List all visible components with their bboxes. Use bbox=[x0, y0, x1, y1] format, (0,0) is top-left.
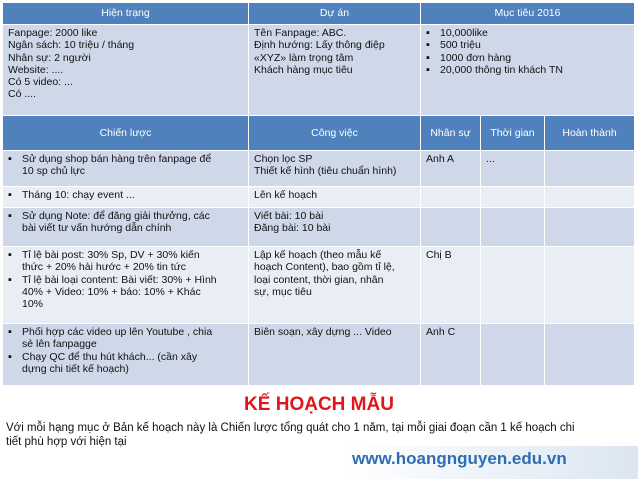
task-cell bbox=[249, 324, 421, 386]
task-line: sự, mục tiêu bbox=[254, 285, 312, 298]
staff-cell: Anh C bbox=[421, 324, 481, 386]
task-line: loại content, thời gian, nhân bbox=[254, 273, 384, 286]
strategy-cell bbox=[3, 151, 249, 187]
current-state-line: Website: .... bbox=[8, 63, 64, 76]
strategy-cell bbox=[3, 324, 249, 386]
strategy-cell bbox=[3, 208, 249, 247]
header-time: Thời gian bbox=[481, 116, 545, 151]
time-cell: ... bbox=[481, 151, 545, 187]
header-row-2 bbox=[3, 116, 635, 151]
project-cell bbox=[249, 25, 421, 116]
strategy-item bbox=[8, 153, 243, 178]
goal-item: ▪ 1000 đơn hàng bbox=[426, 52, 629, 64]
strategy-line: ▪ Tháng 10: chạy event ... bbox=[22, 189, 135, 201]
header-staff: Nhân sự bbox=[421, 116, 481, 151]
page-title: KẾ HOẠCH MẪU bbox=[244, 394, 394, 415]
table-row bbox=[3, 151, 635, 187]
goal-item: ▪ 500 triệu bbox=[426, 39, 629, 51]
strategy-line: thức + 20% hài hước + 20% tin tức bbox=[22, 261, 186, 274]
website-link[interactable]: www.hoangnguyen.edu.vn bbox=[352, 449, 567, 468]
goals-cell bbox=[421, 25, 635, 116]
task-line: Thiết kế hình (tiêu chuẩn hình) bbox=[254, 165, 397, 178]
strategy-item bbox=[8, 274, 243, 311]
project-line: Định hướng: Lấy thông điệp bbox=[254, 39, 385, 52]
note-line: Với mỗi hạng mục ở Bản kế hoạch này là Chiến lược tổng quát cho 1 năm, tại mỗi giai đoạn cần 1 kế hoạch chi bbox=[6, 422, 575, 434]
task-cell bbox=[249, 151, 421, 187]
current-state-cell bbox=[3, 25, 249, 116]
header-strategy: Chiến lược bbox=[3, 116, 249, 151]
strategy-line: sẻ lên fanpagge bbox=[22, 338, 97, 351]
goal-item: ▪ 20,000 thông tin khách TN bbox=[426, 64, 629, 76]
summary-row bbox=[3, 25, 635, 116]
header-row-1 bbox=[3, 3, 635, 25]
plan-table bbox=[2, 2, 635, 386]
task-line: Biên soạn, xây dựng ... Video bbox=[254, 326, 392, 338]
strategy-line: ▪ Sử dụng shop bán hàng trên fanpage để bbox=[22, 153, 212, 165]
header-done: Hoàn thành bbox=[545, 116, 635, 151]
strategy-cell bbox=[3, 247, 249, 324]
strategy-line: dựng chi tiết kế hoạch) bbox=[22, 362, 129, 375]
done-cell bbox=[545, 247, 635, 324]
note-text bbox=[6, 421, 632, 449]
table-row bbox=[3, 208, 635, 247]
goal-item: ▪ 10,000like bbox=[426, 27, 629, 39]
time-cell bbox=[481, 324, 545, 386]
strategy-line: ▪ Chạy QC để thu hút khách... (cần xây bbox=[22, 350, 198, 363]
task-line: Đăng bài: 10 bài bbox=[254, 222, 331, 235]
project-line: «XYZ» làm trọng tâm bbox=[254, 51, 354, 64]
strategy-cell bbox=[3, 187, 249, 208]
header-task: Công việc bbox=[249, 116, 421, 151]
task-cell bbox=[249, 247, 421, 324]
done-cell bbox=[545, 187, 635, 208]
header-project: Dự án bbox=[249, 3, 421, 25]
strategy-line: bài viết tư vấn hướng dẫn chính bbox=[22, 222, 172, 235]
strategy-item bbox=[8, 326, 243, 351]
strategy-line: ▪ Phối hợp các video up lên Youtube , chia bbox=[22, 326, 213, 338]
strategy-line: 40% + Video: 10% + báo: 10% + Khác bbox=[22, 285, 201, 298]
current-state-line: Có .... bbox=[8, 88, 37, 101]
current-state-line: Có 5 video: ... bbox=[8, 76, 73, 89]
task-line: Chọn lọc SP bbox=[254, 153, 313, 165]
time-cell bbox=[481, 187, 545, 208]
staff-cell: Chị B bbox=[421, 247, 481, 324]
project-line: Khách hàng mục tiêu bbox=[254, 63, 353, 76]
note-line: tiết phù hợp với hiện tại bbox=[6, 436, 127, 448]
task-cell bbox=[249, 187, 421, 208]
header-current-state: Hiện trạng bbox=[3, 3, 249, 25]
table-row bbox=[3, 324, 635, 386]
goals-list bbox=[426, 27, 629, 76]
table-row bbox=[3, 247, 635, 324]
current-state-line: Fanpage: 2000 like bbox=[8, 27, 98, 39]
table-row bbox=[3, 187, 635, 208]
staff-cell bbox=[421, 208, 481, 247]
done-cell bbox=[545, 324, 635, 386]
current-state-line: Nhân sự: 2 người bbox=[8, 51, 91, 64]
strategy-line: 10% bbox=[22, 298, 44, 311]
staff-cell: Anh A bbox=[421, 151, 481, 187]
task-cell bbox=[249, 208, 421, 247]
strategy-item bbox=[8, 351, 243, 376]
strategy-item bbox=[8, 249, 243, 274]
done-cell bbox=[545, 208, 635, 247]
strategy-line: ▪ Tỉ lệ bài post: 30% Sp, DV + 30% kiến bbox=[22, 249, 200, 261]
strategy-item bbox=[8, 189, 243, 201]
website-banner bbox=[346, 446, 638, 479]
task-line: Lập kế hoạch (theo mẫu kế bbox=[254, 249, 382, 261]
task-line: Viết bài: 10 bài bbox=[254, 210, 324, 222]
strategy-line: 10 sp chủ lực bbox=[22, 165, 86, 178]
time-cell bbox=[481, 208, 545, 247]
task-line: Lên kế hoạch bbox=[254, 189, 318, 201]
task-line: hoạch Content), bao gồm tỉ lệ, bbox=[254, 261, 395, 274]
staff-cell bbox=[421, 187, 481, 208]
strategy-line: ▪ Sử dụng Note: để đăng giải thưởng, các bbox=[22, 210, 210, 222]
strategy-line: ▪ Tỉ lệ bài loại content: Bài viết: 30% + Hình bbox=[22, 273, 217, 286]
current-state-line: Ngân sách: 10 triệu / tháng bbox=[8, 39, 135, 52]
time-cell bbox=[481, 247, 545, 324]
project-line: Tên Fanpage: ABC. bbox=[254, 27, 347, 39]
header-goals: Mục tiêu 2016 bbox=[421, 3, 635, 25]
strategy-item bbox=[8, 210, 243, 235]
done-cell bbox=[545, 151, 635, 187]
